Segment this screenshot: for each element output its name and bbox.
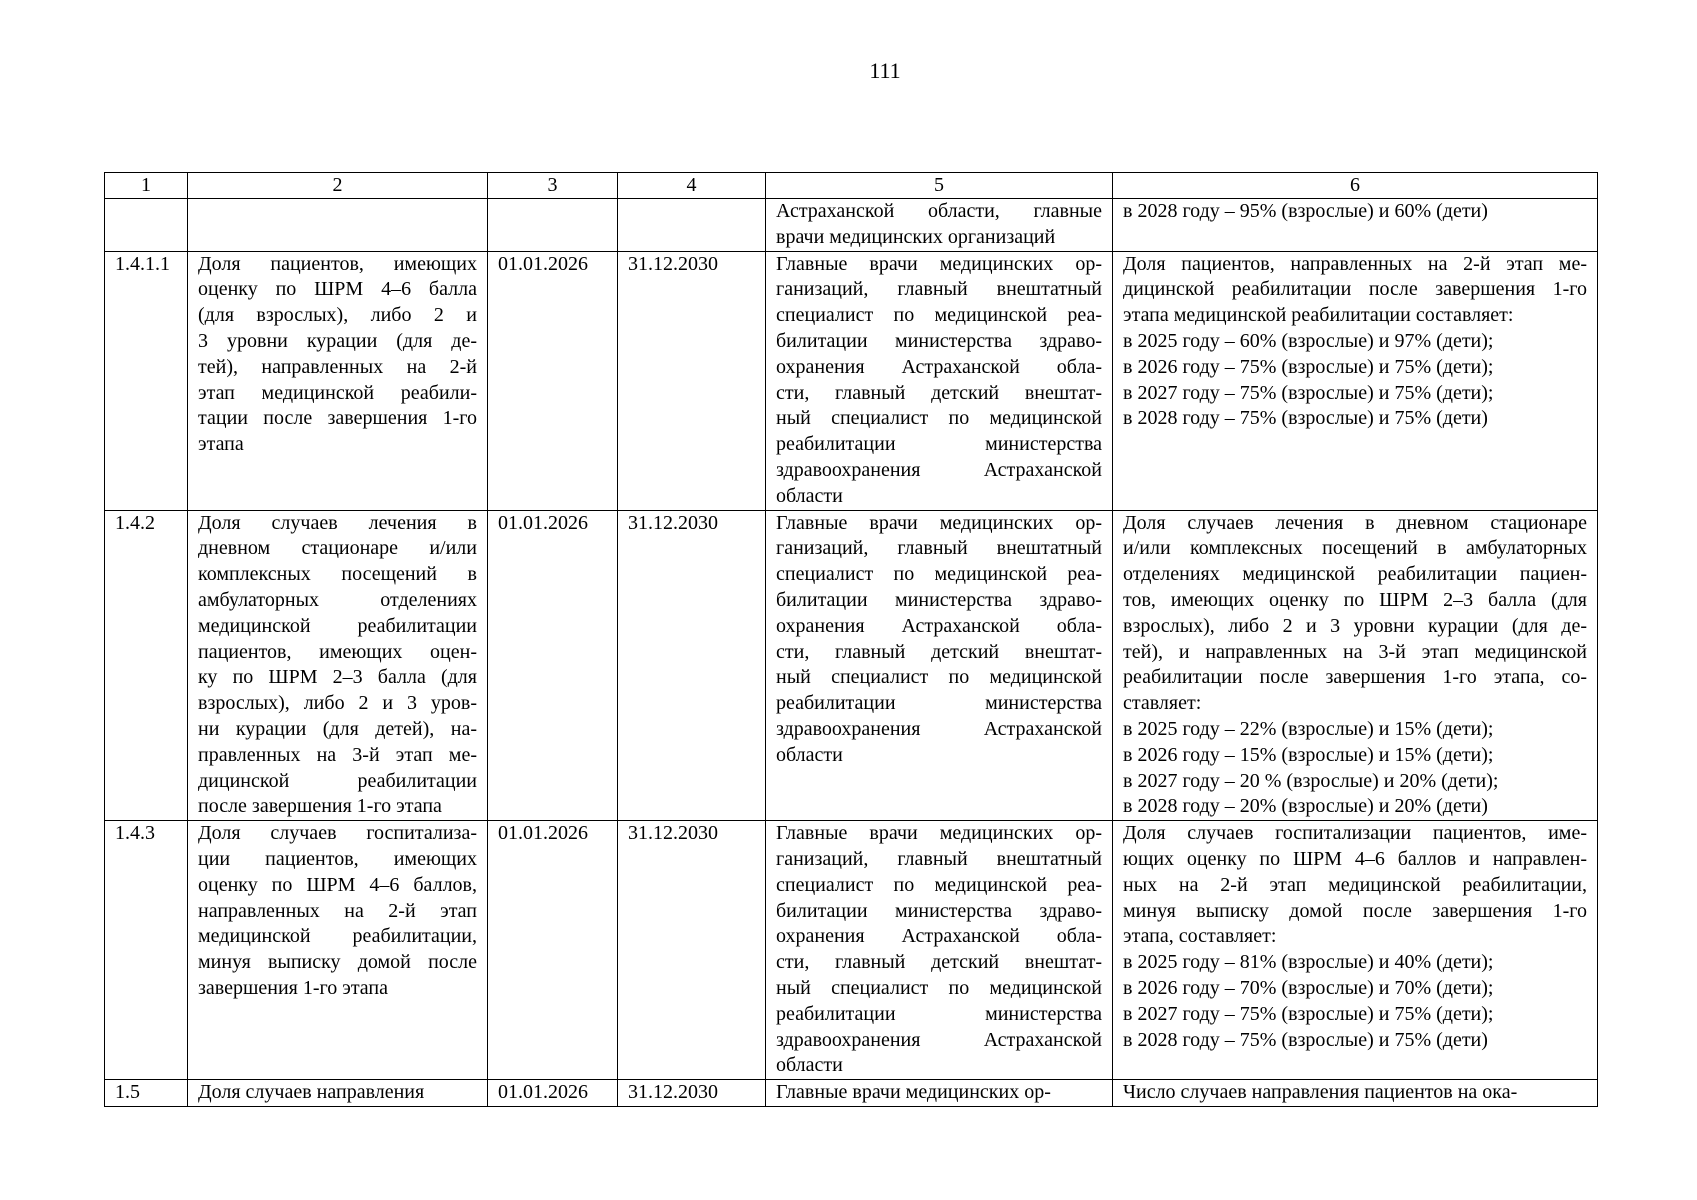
cell-line: Доля случаев госпитализа- <box>198 822 477 845</box>
column-number: 5 <box>766 173 1113 199</box>
cell-item-number <box>105 199 188 252</box>
cell-line: дневном стационаре и/или <box>198 537 477 560</box>
cell-line: Главные врачи медицинских ор- <box>776 822 1102 845</box>
cell-start-date: 01.01.2026 <box>488 821 618 1080</box>
cell-line: специалист по медицинской реа- <box>776 304 1102 327</box>
cell-line: сти, главный детский внештат- <box>776 951 1102 974</box>
cell-responsible <box>766 199 1113 252</box>
cell-line: пациентов, имеющих оцен- <box>198 640 477 663</box>
cell-line: после завершения 1-го этапа <box>198 795 442 818</box>
cell-line: Доля пациентов, направленных на 2-й этап ме- <box>1123 252 1587 275</box>
cell-line: тов, имеющих оценку по ШРМ 2–3 балла (для <box>1123 588 1587 611</box>
cell-line: охранения Астраханской обла- <box>776 614 1102 637</box>
cell-end-date <box>618 199 766 252</box>
cell-line: ганизаций, главный внештатный <box>776 537 1102 560</box>
cell-line: области <box>776 743 843 766</box>
cell-line: ганизаций, главный внештатный <box>776 847 1102 870</box>
cell-line: Доля случаев лечения в <box>198 511 477 534</box>
column-number: 1 <box>105 173 188 199</box>
cell-line: врачи медицинских организаций <box>776 225 1056 248</box>
cell-line: билитации министерства здраво- <box>776 329 1102 352</box>
cell-line: в 2025 году – 81% (взрослые) и 40% (дети); <box>1123 951 1494 974</box>
cell-end-date: 31.12.2030 <box>618 251 766 510</box>
cell-line: оценку по ШРМ 4–6 баллов, <box>198 873 477 896</box>
cell-line: реабилитации министерства <box>776 692 1102 715</box>
cell-line: тей), и направленных на 3-й этап медицинской <box>1123 640 1587 663</box>
cell-line: в 2027 году – 75% (взрослые) и 75% (дети); <box>1123 1002 1494 1025</box>
table-row <box>105 1080 1598 1107</box>
cell-line: ни курации (для детей), на- <box>198 717 477 740</box>
cell-line: и/или комплексных посещений в амбулаторных <box>1123 537 1587 560</box>
cell-line: дицинской реабилитации после завершения 1-го <box>1123 278 1587 301</box>
cell-responsible <box>766 821 1113 1080</box>
cell-result <box>1113 1080 1598 1107</box>
column-number: 2 <box>188 173 488 199</box>
cell-line: Главные врачи медицинских ор- <box>776 252 1102 275</box>
cell-line: в 2027 году – 75% (взрослые) и 75% (дети); <box>1123 381 1494 404</box>
cell-indicator <box>188 199 488 252</box>
cell-line: Доля случаев госпитализации пациентов, име- <box>1123 822 1587 845</box>
cell-line: реабилитации министерства <box>776 1002 1102 1025</box>
cell-line: минуя выписку домой после <box>198 951 477 974</box>
measures-table <box>104 172 1598 1107</box>
column-number: 3 <box>488 173 618 199</box>
cell-line: в 2028 году – 20% (взрослые) и 20% (дети) <box>1123 795 1488 818</box>
cell-indicator <box>188 821 488 1080</box>
cell-line: взрослых), либо 2 и 3 уров- <box>198 692 477 715</box>
column-number-row <box>105 173 1598 199</box>
cell-line: направленных на 2-й этап <box>198 899 477 922</box>
table-row <box>105 821 1598 1080</box>
cell-result <box>1113 251 1598 510</box>
cell-line: тей), направленных на 2-й <box>198 355 477 378</box>
cell-line: специалист по медицинской реа- <box>776 563 1102 586</box>
cell-line: Доля случаев направления <box>198 1081 425 1104</box>
cell-start-date: 01.01.2026 <box>488 1080 618 1107</box>
cell-line: 3 уровни курации (для де- <box>198 329 477 352</box>
cell-line: в 2028 году – 75% (взрослые) и 75% (дети) <box>1123 1028 1488 1051</box>
column-number: 6 <box>1113 173 1598 199</box>
cell-line: в 2026 году – 75% (взрослые) и 75% (дети); <box>1123 355 1494 378</box>
cell-line: комплексных посещений в <box>198 563 477 586</box>
cell-line: здравоохранения Астраханской <box>776 1028 1102 1051</box>
cell-line: этапа медицинской реабилитации составляет: <box>1123 304 1514 327</box>
cell-line: завершения 1-го этапа <box>198 976 388 999</box>
cell-indicator <box>188 251 488 510</box>
column-number: 4 <box>618 173 766 199</box>
cell-line: ции пациентов, имеющих <box>198 847 477 870</box>
cell-line: в 2025 году – 22% (взрослые) и 15% (дети); <box>1123 717 1494 740</box>
cell-line: минуя выписку домой после завершения 1-го <box>1123 899 1587 922</box>
cell-start-date <box>488 199 618 252</box>
cell-indicator <box>188 1080 488 1107</box>
cell-line: медицинской реабилитации <box>198 614 477 637</box>
cell-line: Число случаев направления пациентов на ока- <box>1123 1081 1518 1104</box>
cell-result <box>1113 510 1598 821</box>
cell-line: медицинской реабилитации, <box>198 925 477 948</box>
cell-line: этапа, составляет: <box>1123 925 1277 948</box>
cell-line: реабилитации после завершения 1-го этапа, со- <box>1123 666 1587 689</box>
cell-line: ставляет: <box>1123 692 1202 715</box>
cell-line: дицинской реабилитации <box>198 769 477 792</box>
cell-line: ный специалист по медицинской <box>776 407 1102 430</box>
cell-item-number: 1.4.2 <box>105 510 188 821</box>
cell-end-date: 31.12.2030 <box>618 510 766 821</box>
cell-line: отделениях медицинской реабилитации пациен- <box>1123 563 1587 586</box>
cell-line: охранения Астраханской обла- <box>776 925 1102 948</box>
cell-item-number: 1.4.3 <box>105 821 188 1080</box>
cell-line: ный специалист по медицинской <box>776 976 1102 999</box>
cell-line: здравоохранения Астраханской <box>776 458 1102 481</box>
cell-responsible <box>766 251 1113 510</box>
cell-line: правленных на 3-й этап ме- <box>198 743 477 766</box>
cell-responsible <box>766 510 1113 821</box>
cell-end-date: 31.12.2030 <box>618 821 766 1080</box>
cell-line: ных на 2-й этап медицинской реабилитации, <box>1123 873 1587 896</box>
cell-line: в 2028 году – 75% (взрослые) и 75% (дети) <box>1123 407 1488 430</box>
cell-line: сти, главный детский внештат- <box>776 640 1102 663</box>
cell-indicator <box>188 510 488 821</box>
cell-line: Главные врачи медицинских ор- <box>776 511 1102 534</box>
cell-line: в 2025 году – 60% (взрослые) и 97% (дети); <box>1123 329 1494 352</box>
cell-responsible <box>766 1080 1113 1107</box>
cell-item-number: 1.4.1.1 <box>105 251 188 510</box>
cell-line: в 2026 году – 15% (взрослые) и 15% (дети); <box>1123 743 1494 766</box>
cell-result <box>1113 821 1598 1080</box>
cell-start-date: 01.01.2026 <box>488 251 618 510</box>
table-row <box>105 251 1598 510</box>
cell-line: Доля пациентов, имеющих <box>198 252 477 275</box>
cell-line: Главные врачи медицинских ор- <box>776 1081 1051 1104</box>
cell-line: ганизаций, главный внештатный <box>776 278 1102 301</box>
cell-line: ку по ШРМ 2–3 балла (для <box>198 666 477 689</box>
cell-line: (для взрослых), либо 2 и <box>198 304 477 327</box>
cell-result <box>1113 199 1598 252</box>
cell-line: реабилитации министерства <box>776 433 1102 456</box>
cell-line: оценку по ШРМ 4–6 балла <box>198 278 477 301</box>
cell-line: амбулаторных отделениях <box>198 588 477 611</box>
cell-line: в 2028 году – 95% (взрослые) и 60% (дети) <box>1123 200 1488 222</box>
cell-line: в 2027 году – 20 % (взрослые) и 20% (дети); <box>1123 769 1499 792</box>
table-row <box>105 199 1598 252</box>
cell-line: взрослых), либо 2 и 3 уровни курации (для де- <box>1123 614 1587 637</box>
cell-item-number: 1.5 <box>105 1080 188 1107</box>
page-number: 111 <box>869 58 901 83</box>
cell-line: сти, главный детский внештат- <box>776 381 1102 404</box>
cell-line: Астраханской области, главные <box>776 200 1102 222</box>
cell-line: ный специалист по медицинской <box>776 666 1102 689</box>
cell-line: Доля случаев лечения в дневном стационаре <box>1123 511 1587 534</box>
cell-line: билитации министерства здраво- <box>776 588 1102 611</box>
cell-line: охранения Астраханской обла- <box>776 355 1102 378</box>
cell-line: ющих оценку по ШРМ 4–6 баллов и направлен- <box>1123 847 1587 870</box>
cell-line: этапа <box>198 433 244 456</box>
cell-line: области <box>776 484 843 507</box>
cell-line: специалист по медицинской реа- <box>776 873 1102 896</box>
cell-start-date: 01.01.2026 <box>488 510 618 821</box>
cell-end-date: 31.12.2030 <box>618 1080 766 1107</box>
cell-line: в 2026 году – 70% (взрослые) и 70% (дети); <box>1123 976 1494 999</box>
cell-line: области <box>776 1054 843 1077</box>
cell-line: билитации министерства здраво- <box>776 899 1102 922</box>
cell-line: здравоохранения Астраханской <box>776 717 1102 740</box>
cell-line: этап медицинской реабили- <box>198 381 477 404</box>
cell-line: тации после завершения 1-го <box>198 407 477 430</box>
table-row <box>105 510 1598 821</box>
